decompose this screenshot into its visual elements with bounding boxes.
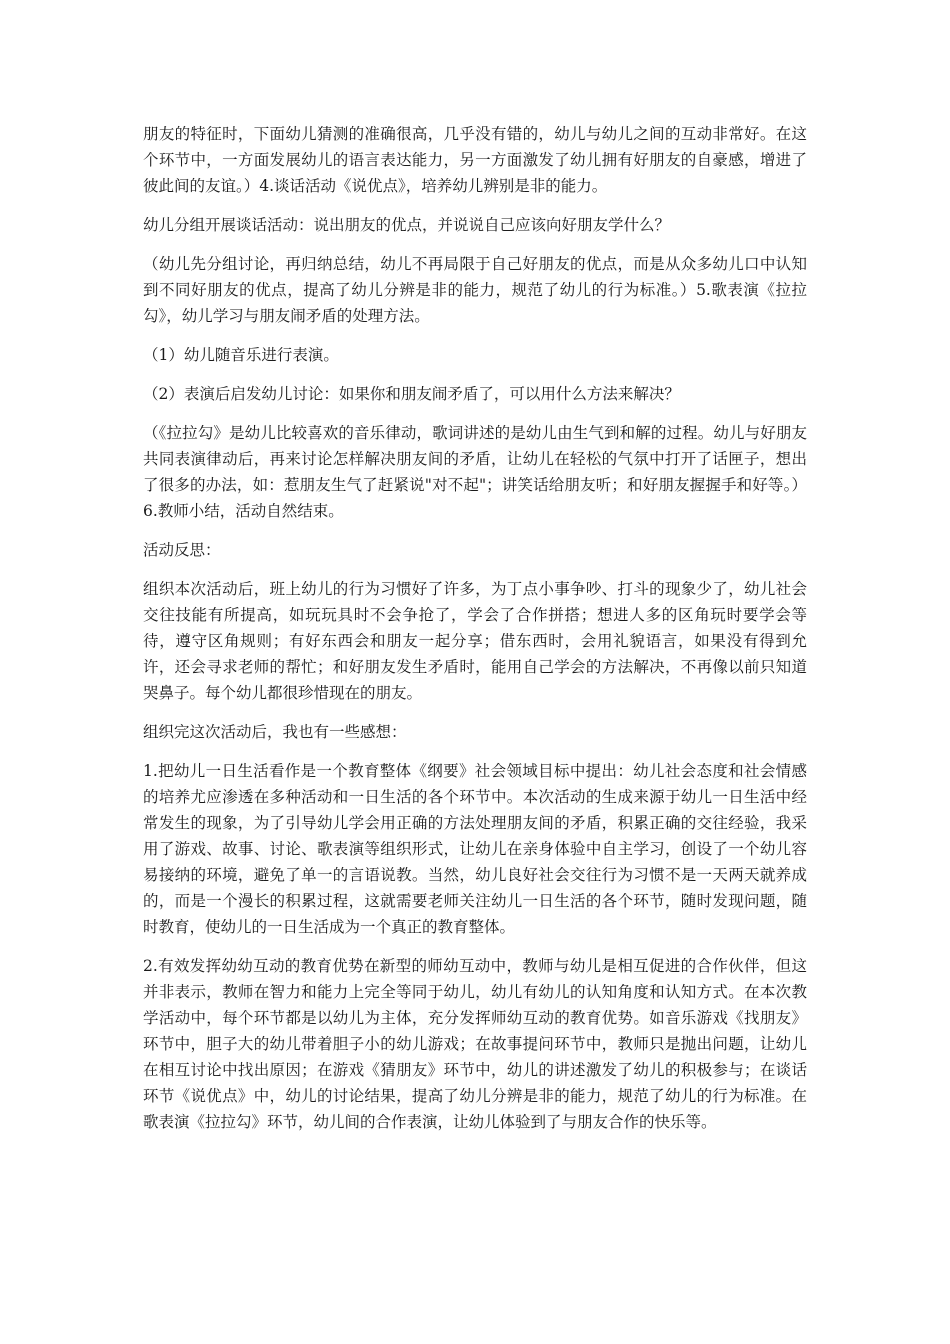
paragraph-thought-2: 2.有效发挥幼幼互动的教育优势在新型的师幼互动中，教师与幼儿是相互促进的合作伙伴，但这并非表示，教师在智力和能力上完全等同于幼儿，幼儿有幼儿的认知角度和认知方式。在本次教学活动中，每个环节都是以幼儿为主体，充分发挥师幼互动的教育优势。如音乐游戏《找朋友》环节中，胆子大的幼儿带着胆子小的幼儿游戏；在故事提问环节中，教师只是抛出问题，让幼儿在相互讨论中找出原因；在游戏《猜朋友》环节中，幼儿的讲述激发了幼儿的积极参与；在谈话环节《说优点》中，幼儿的讨论结果，提高了幼儿分辨是非的能力，规范了幼儿的行为标准。在歌表演《拉拉勾》环节，幼儿间的合作表演，让幼儿体验到了与朋友合作的快乐等。	[143, 957, 807, 1131]
paragraph-step-2: （2）表演后启发幼儿讨论：如果你和朋友闹矛盾了，可以用什么方法来解决？	[143, 385, 680, 403]
paragraph-group-discussion-note: （幼儿先分组讨论，再归纳总结，幼儿不再局限于自己好朋友的优点，而是从众多幼儿口中认知到不同好朋友的优点，提高了幼儿分辨是非的能力，规范了幼儿的行为标准。）5.歌表演《拉拉勾》，幼儿学习与朋友闹矛盾的处理方法。	[143, 255, 807, 325]
paragraph-reflection-results: 组织本次活动后，班上幼儿的行为习惯好了许多，为丁点小事争吵、打斗的现象少了，幼儿社会交往技能有所提高，如玩玩具时不会争抢了，学会了合作拼搭；想进人多的区角玩时要学会等待，遵守区角规则；有好东西会和朋友一起分享；借东西时，会用礼貌语言，如果没有得到允许，还会寻求老师的帮忙；和好朋友发生矛盾时，能用自己学会的方法解决，不再像以前只知道哭鼻子。每个幼儿都很珍惜现在的朋友。	[143, 580, 807, 702]
paragraph-group-talk: 幼儿分组开展谈话活动：说出朋友的优点，并说说自己应该向好朋友学什么？	[143, 216, 671, 234]
paragraph-step-1: （1）幼儿随音乐进行表演。	[143, 346, 339, 364]
paragraph-thought-1: 1.把幼儿一日生活看作是一个教育整体《纲要》社会领域目标中提出：幼儿社会态度和社会情感的培养尤应渗透在多种活动和一日生活的各个环节中。本次活动的生成来源于幼儿一日生活中经常发生的现象，为了引导幼儿学会用正确的方法处理朋友间的矛盾，积累正确的交往经验，我采用了游戏、故事、讨论、歌表演等组织形式，让幼儿在亲身体验中自主学习，创设了一个幼儿容易接纳的环境，避免了单一的言语说教。当然，幼儿良好社会交往行为习惯不是一天两天就养成的，而是一个漫长的积累过程，这就需要老师关注幼儿一日生活的各个环节，随时发现问题，随时教育，使幼儿的一日生活成为一个真正的教育整体。	[143, 762, 807, 936]
section-heading-reflection: 活动反思：	[143, 541, 221, 559]
paragraph-thoughts-intro: 组织完这次活动后，我也有一些感想：	[143, 723, 407, 741]
paragraph-friend-traits: 朋友的特征时，下面幼儿猜测的准确很高，几乎没有错的，幼儿与幼儿之间的互动非常好。在这个环节中，一方面发展幼儿的语言表达能力，另一方面激发了幼儿拥有好朋友的自豪感，增进了彼此间的友谊。）4.谈话活动《说优点》，培养幼儿辨别是非的能力。	[143, 125, 807, 195]
paragraph-lalagou-note: （《拉拉勾》是幼儿比较喜欢的音乐律动，歌词讲述的是幼儿由生气到和解的过程。幼儿与好朋友共同表演律动后，再来讨论怎样解决朋友间的矛盾，让幼儿在轻松的气氛中打开了话匣子，想出了很多的办法，如：惹朋友生气了赶紧说"对不起"；讲笑话给朋友听；和好朋友握握手和好等。）6.教师小结，活动自然结束。	[143, 424, 807, 520]
document-body	[143, 121, 807, 1148]
